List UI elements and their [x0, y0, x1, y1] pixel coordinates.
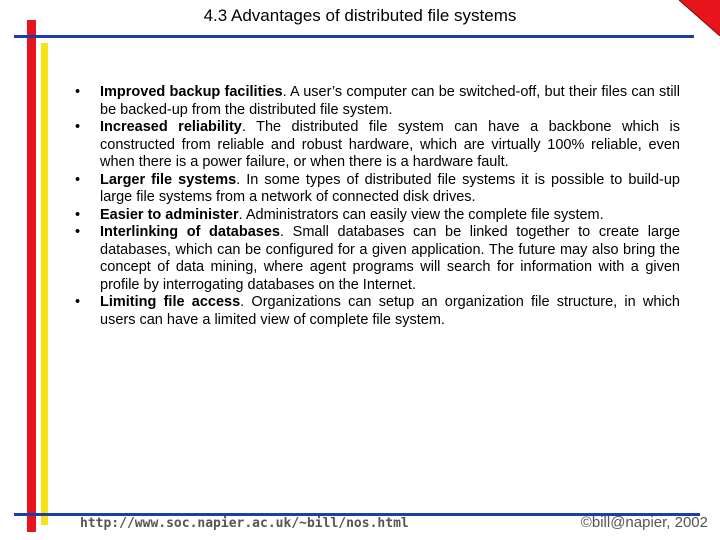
- top-blue-rule: [14, 35, 694, 38]
- bullet-icon: •: [75, 294, 81, 310]
- item-text: . In some types of distributed file systems it is possible to build-up large file systems from a network of connected disk drives.: [100, 171, 680, 205]
- item-text: . Organizations can setup an organization file structure, in which users can have a limited view of complete file system.: [100, 294, 680, 328]
- item-text: . Small databases can be linked together to create large databases, which can be configured for a given application. The future may also bring the concept of data mining, where agent programs will search for information with a given profile by interrogating databases on the Internet.: [100, 224, 680, 293]
- bullet-icon: •: [75, 206, 81, 223]
- footer-copyright: ©bill@napier, 2002: [580, 514, 708, 531]
- item-term: Larger file systems: [100, 171, 237, 188]
- item-text: . The distributed file system can have a backbone which is constructed from reliable and robust hardware, which are virtually 100% reliable, even when there is a power failure, or when there is a hardware fault.: [100, 119, 680, 170]
- item-text: . Administrators can easily view the complete file system.: [238, 206, 604, 223]
- slide-title: 4.3 Advantages of distributed file systems: [203, 6, 517, 25]
- list-item: [70, 294, 680, 329]
- bullet-icon: •: [75, 171, 81, 188]
- item-term: Improved backup facilities: [100, 84, 283, 100]
- list-item: [70, 119, 680, 172]
- list-item: [70, 84, 680, 119]
- item-term: Increased reliability: [100, 119, 242, 135]
- item-term: Limiting file access: [100, 294, 241, 310]
- yellow-vertical-bar: [41, 43, 48, 525]
- bullet-icon: •: [75, 119, 81, 135]
- footer-url-link[interactable]: http://www.soc.napier.ac.uk/~bill/nos.html: [80, 516, 409, 531]
- list-item: [70, 172, 680, 207]
- advantages-list: [70, 84, 680, 329]
- item-term: Easier to administer: [100, 206, 239, 223]
- item-term: Interlinking of databases: [100, 224, 280, 240]
- list-item: [70, 207, 680, 225]
- bullet-icon: •: [75, 84, 81, 100]
- bullet-icon: •: [75, 224, 81, 240]
- list-item: [70, 224, 680, 294]
- red-vertical-bar: [27, 20, 36, 532]
- item-text: . A user’s computer can be switched-off, but their files can still be backed-up from the distributed file system.: [100, 84, 680, 118]
